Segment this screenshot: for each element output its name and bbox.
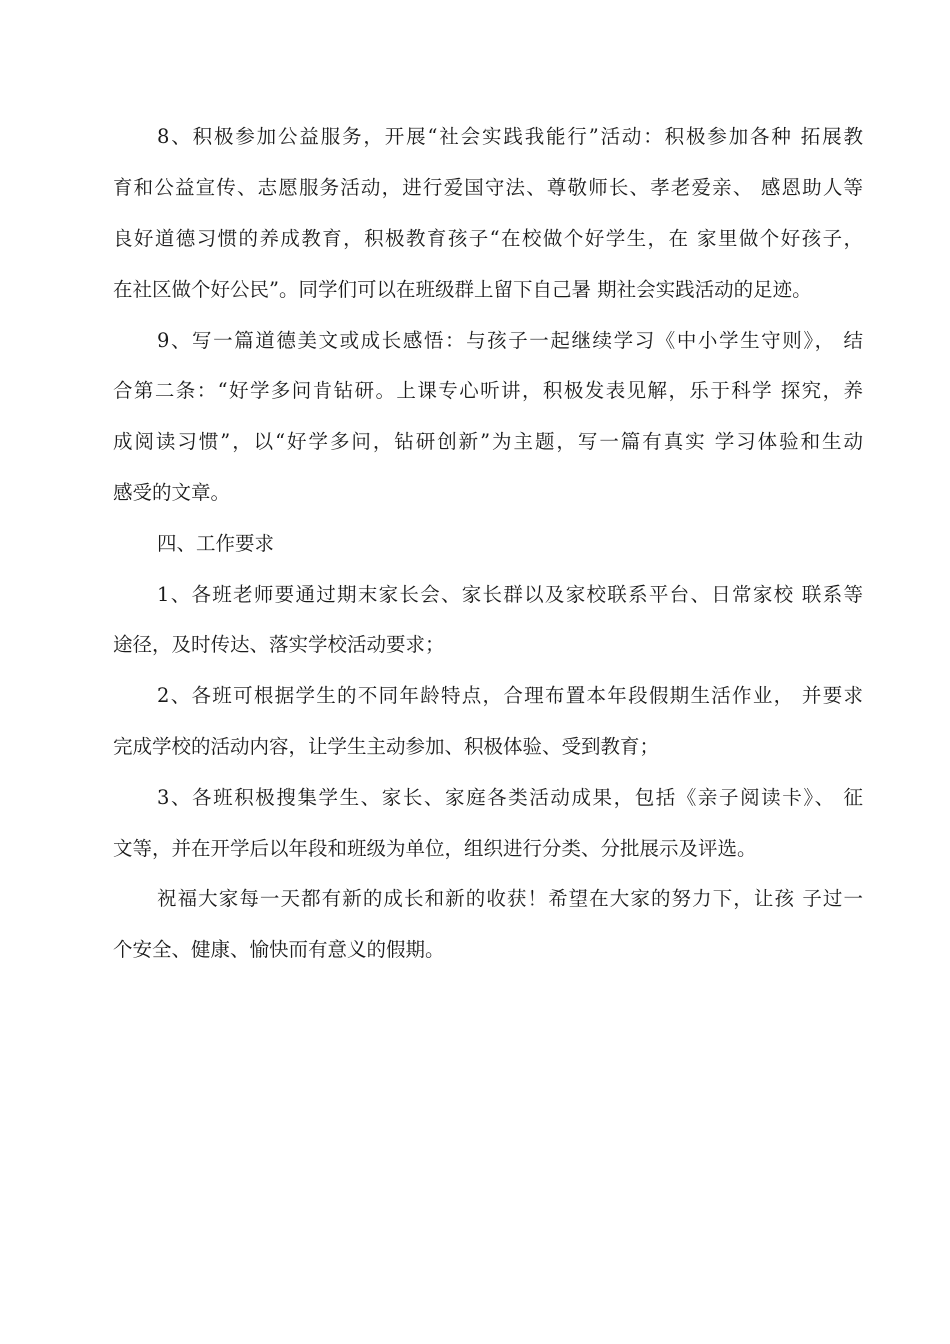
paragraph-requirement-2 bbox=[113, 669, 863, 771]
text-line bbox=[113, 923, 863, 974]
text-line bbox=[113, 313, 863, 364]
line-text: 2、各班可根据学生的不同年龄特点，合理布置本年段假期生活作业， 并要求 bbox=[157, 684, 865, 708]
text-line bbox=[113, 567, 863, 618]
line-text: 成阅读习惯”，以“好学多问，钻研创新”为主题，写一篇有真实 学习体验和生动 bbox=[113, 430, 865, 454]
heading-line bbox=[113, 516, 863, 567]
line-text: 祝福大家每一天都有新的成长和新的收获！希望在大家的努力下，让孩 子过一 bbox=[157, 887, 865, 911]
paragraph-requirement-1 bbox=[113, 567, 863, 669]
paragraph-requirement-3 bbox=[113, 770, 863, 872]
section-heading bbox=[113, 516, 863, 567]
document-body bbox=[113, 110, 863, 974]
text-line bbox=[113, 161, 863, 212]
line-text: 9、写一篇道德美文或成长感悟：与孩子一起继续学习《中小学生守则》， 结 bbox=[157, 328, 865, 352]
text-line bbox=[113, 110, 863, 161]
line-text: 感受的文章。 bbox=[113, 480, 231, 504]
text-line bbox=[113, 821, 863, 872]
text-line bbox=[113, 770, 863, 821]
line-text: 途径，及时传达、落实学校活动要求； bbox=[113, 633, 445, 657]
text-line bbox=[113, 669, 863, 720]
line-text: 文等，并在开学后以年段和班级为单位，组织进行分类、分批展示及评选。 bbox=[113, 836, 757, 860]
line-text: 合第二条：“好学多问肯钻研。上课专心听讲，积极发表见解，乐于科学 探究，养 bbox=[113, 379, 865, 403]
line-text: 8、积极参加公益服务，开展“社会实践我能行”活动：积极参加各种 拓展教 bbox=[157, 125, 865, 149]
line-text: 3、各班积极搜集学生、家长、家庭各类活动成果，包括《亲子阅读卡》、 征 bbox=[157, 785, 865, 809]
text-line bbox=[113, 466, 863, 517]
line-text: 良好道德习惯的养成教育，积极教育孩子“在校做个好学生，在 家里做个好孩子， bbox=[113, 226, 865, 250]
line-text: 育和公益宣传、志愿服务活动，进行爱国守法、尊敬师长、孝老爱亲、 感恩助人等 bbox=[113, 176, 865, 200]
paragraph-item-9 bbox=[113, 313, 863, 516]
paragraph-item-8 bbox=[113, 110, 863, 313]
line-text: 1、各班老师要通过期末家长会、家长群以及家校联系平台、日常家校 联系等 bbox=[157, 582, 865, 606]
line-text: 在社区做个好公民”。同学们可以在班级群上留下自己暑 期社会实践活动的足迹。 bbox=[113, 277, 812, 301]
text-line bbox=[113, 415, 863, 466]
line-text: 个安全、健康、愉快而有意义的假期。 bbox=[113, 938, 445, 962]
text-line bbox=[113, 872, 863, 923]
text-line bbox=[113, 720, 863, 771]
text-line bbox=[113, 212, 863, 263]
section-heading-text: 四、工作要求 bbox=[157, 531, 275, 555]
paragraph-closing bbox=[113, 872, 863, 974]
text-line bbox=[113, 618, 863, 669]
text-line bbox=[113, 262, 863, 313]
text-line bbox=[113, 364, 863, 415]
line-text: 完成学校的活动内容，让学生主动参加、积极体验、受到教育； bbox=[113, 734, 660, 758]
